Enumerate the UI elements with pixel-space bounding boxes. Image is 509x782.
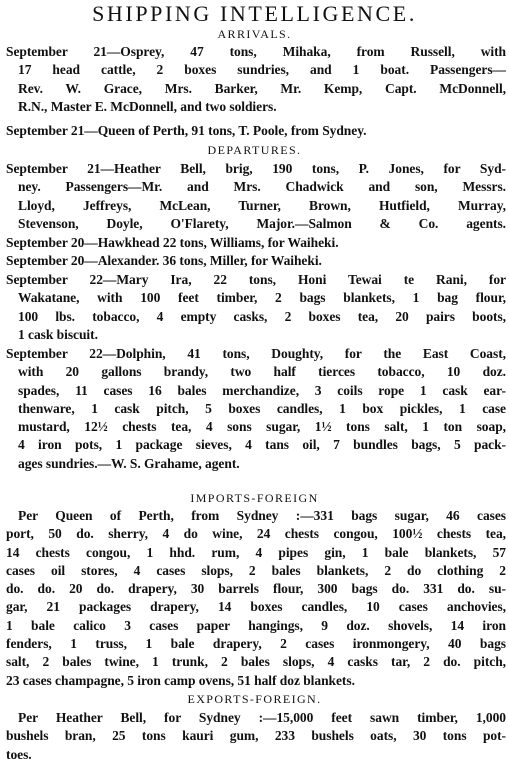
entry-line: 17 head cattle, 2 boxes sundries, and 1 boat. Passengers— (18, 62, 506, 78)
entry-line: bushels bran, 25 tons kauri gum, 233 bushels oats, 30 tons pot- (6, 728, 506, 744)
entry-line: ages sundries.—W. S. Grahame, agent. (18, 455, 240, 471)
entry-line: port, 50 do. sherry, 4 do wine, 24 chests congou, 100½ chests tea, (6, 526, 506, 542)
exports-heading: EXPORTS-FOREIGN. (187, 692, 322, 706)
entry-line: 23 cases champagne, 5 iron camp ovens, 51 half doz blankets. (6, 672, 355, 688)
entry-line: September 20—Hawkhead 22 tons, Williams, for Waiheki. (6, 235, 339, 250)
arrival-entry-osprey (6, 43, 506, 116)
departure-entry-dolphin (6, 345, 506, 473)
entry-line: toes. (6, 746, 32, 762)
entry-line: September 21—Heather Bell, brig, 190 tons, P. Jones, for Syd- (6, 161, 506, 176)
entry-line: 14 chests congou, 1 hhd. rum, 4 pipes gin, 1 bale blankets, 57 (6, 544, 506, 560)
entry-line: Per Queen of Perth, from Sydney :—331 bags sugar, 46 cases (18, 508, 506, 523)
entry-line: 100 lbs. tobacco, 4 empty casks, 2 boxes tea, 20 pairs boots, (18, 308, 506, 324)
entry-line: September 20—Alexander. 36 tons, Miller, for Waiheki. (6, 253, 322, 268)
entry-line: with 20 gallons brandy, two half tierces tobacco, 10 doz. (18, 364, 506, 380)
entry-line: ney. Passengers—Mr. and Mrs. Chadwick and son, Messrs. (18, 179, 506, 195)
departures-heading: DEPARTURES. (207, 143, 302, 157)
page-title: SHIPPING INTELLIGENCE. (92, 1, 417, 26)
entry-line: Stevenson, Doyle, O'Flarety, Major.—Salmon & Co. agents. (18, 215, 506, 231)
entry-line: fenders, 1 truss, 1 bale drapery, 2 cases ironmongery, 40 bags (6, 636, 506, 652)
departure-entry-alexander (6, 252, 506, 270)
entry-line: cases oil stores, 4 cases slops, 2 bales blankets, 2 do clothing 2 (6, 562, 506, 578)
entry-line: 1 cask biscuit. (18, 326, 98, 342)
entry-line: R.N., Master E. McDonnell, and two soldiers. (18, 98, 277, 114)
departure-entry-hawkhead (6, 234, 506, 252)
entry-line: 4 iron pots, 1 package sieves, 4 tans oil, 7 bundles bags, 5 pack- (18, 437, 506, 453)
entry-line: Per Heather Bell, for Sydney :—15,000 feet sawn timber, 1,000 (18, 710, 506, 725)
entry-line: gar, 21 packages drapery, 14 boxes candles, 10 cases anchovies, (6, 599, 506, 615)
departure-entry-heather-bell (6, 160, 506, 233)
entry-line: thenware, 1 cask pitch, 5 boxes candles, 1 box pickles, 1 case (18, 400, 506, 416)
entry-line: salt, 2 bales twine, 1 trunk, 2 bales slops, 4 casks tar, 2 do. pitch, (6, 654, 506, 670)
export-entry-heather-bell (6, 709, 506, 764)
entry-line: September 22—Mary Ira, 22 tons, Honi Tewai te Rani, for (6, 272, 506, 287)
imports-heading: IMPORTS-FOREIGN (190, 491, 319, 505)
entry-line: spades, 11 cases 16 bales merchandize, 3 coils rope 1 cask ear- (18, 382, 506, 398)
arrival-entry-queen-of-perth (6, 122, 506, 140)
entry-line: do. do. 20 do. drapery, 30 barrels flour, 300 bags do. 331 do. su- (6, 581, 506, 597)
entry-line: 1 bale calico 3 cases paper hangings, 9 doz. shovels, 14 iron (6, 617, 506, 633)
entry-line: Rev. W. Grace, Mrs. Barker, Mr. Kemp, Capt. McDonnell, (18, 80, 506, 96)
departure-entry-mary-ira (6, 271, 506, 344)
entry-line: Wakatane, with 100 feet timber, 2 bags blankets, 1 bag flour, (18, 290, 506, 306)
entry-line: Lloyd, Jeffreys, McLean, Turner, Brown, Hutfield, Murray, (18, 197, 506, 213)
arrivals-heading: ARRIVALS. (217, 27, 292, 41)
entry-line: September 21—Queen of Perth, 91 tons, T. Poole, from Sydney. (6, 123, 367, 138)
entry-line: September 21—Osprey, 47 tons, Mihaka, from Russell, with (6, 44, 506, 59)
entry-line: September 22—Dolphin, 41 tons, Doughty, for the East Coast, (6, 346, 506, 361)
import-entry-queen-of-perth (6, 507, 506, 690)
entry-line: mustard, 12½ chests tea, 4 sons sugar, 1½ tons salt, 1 ton soap, (18, 419, 506, 435)
